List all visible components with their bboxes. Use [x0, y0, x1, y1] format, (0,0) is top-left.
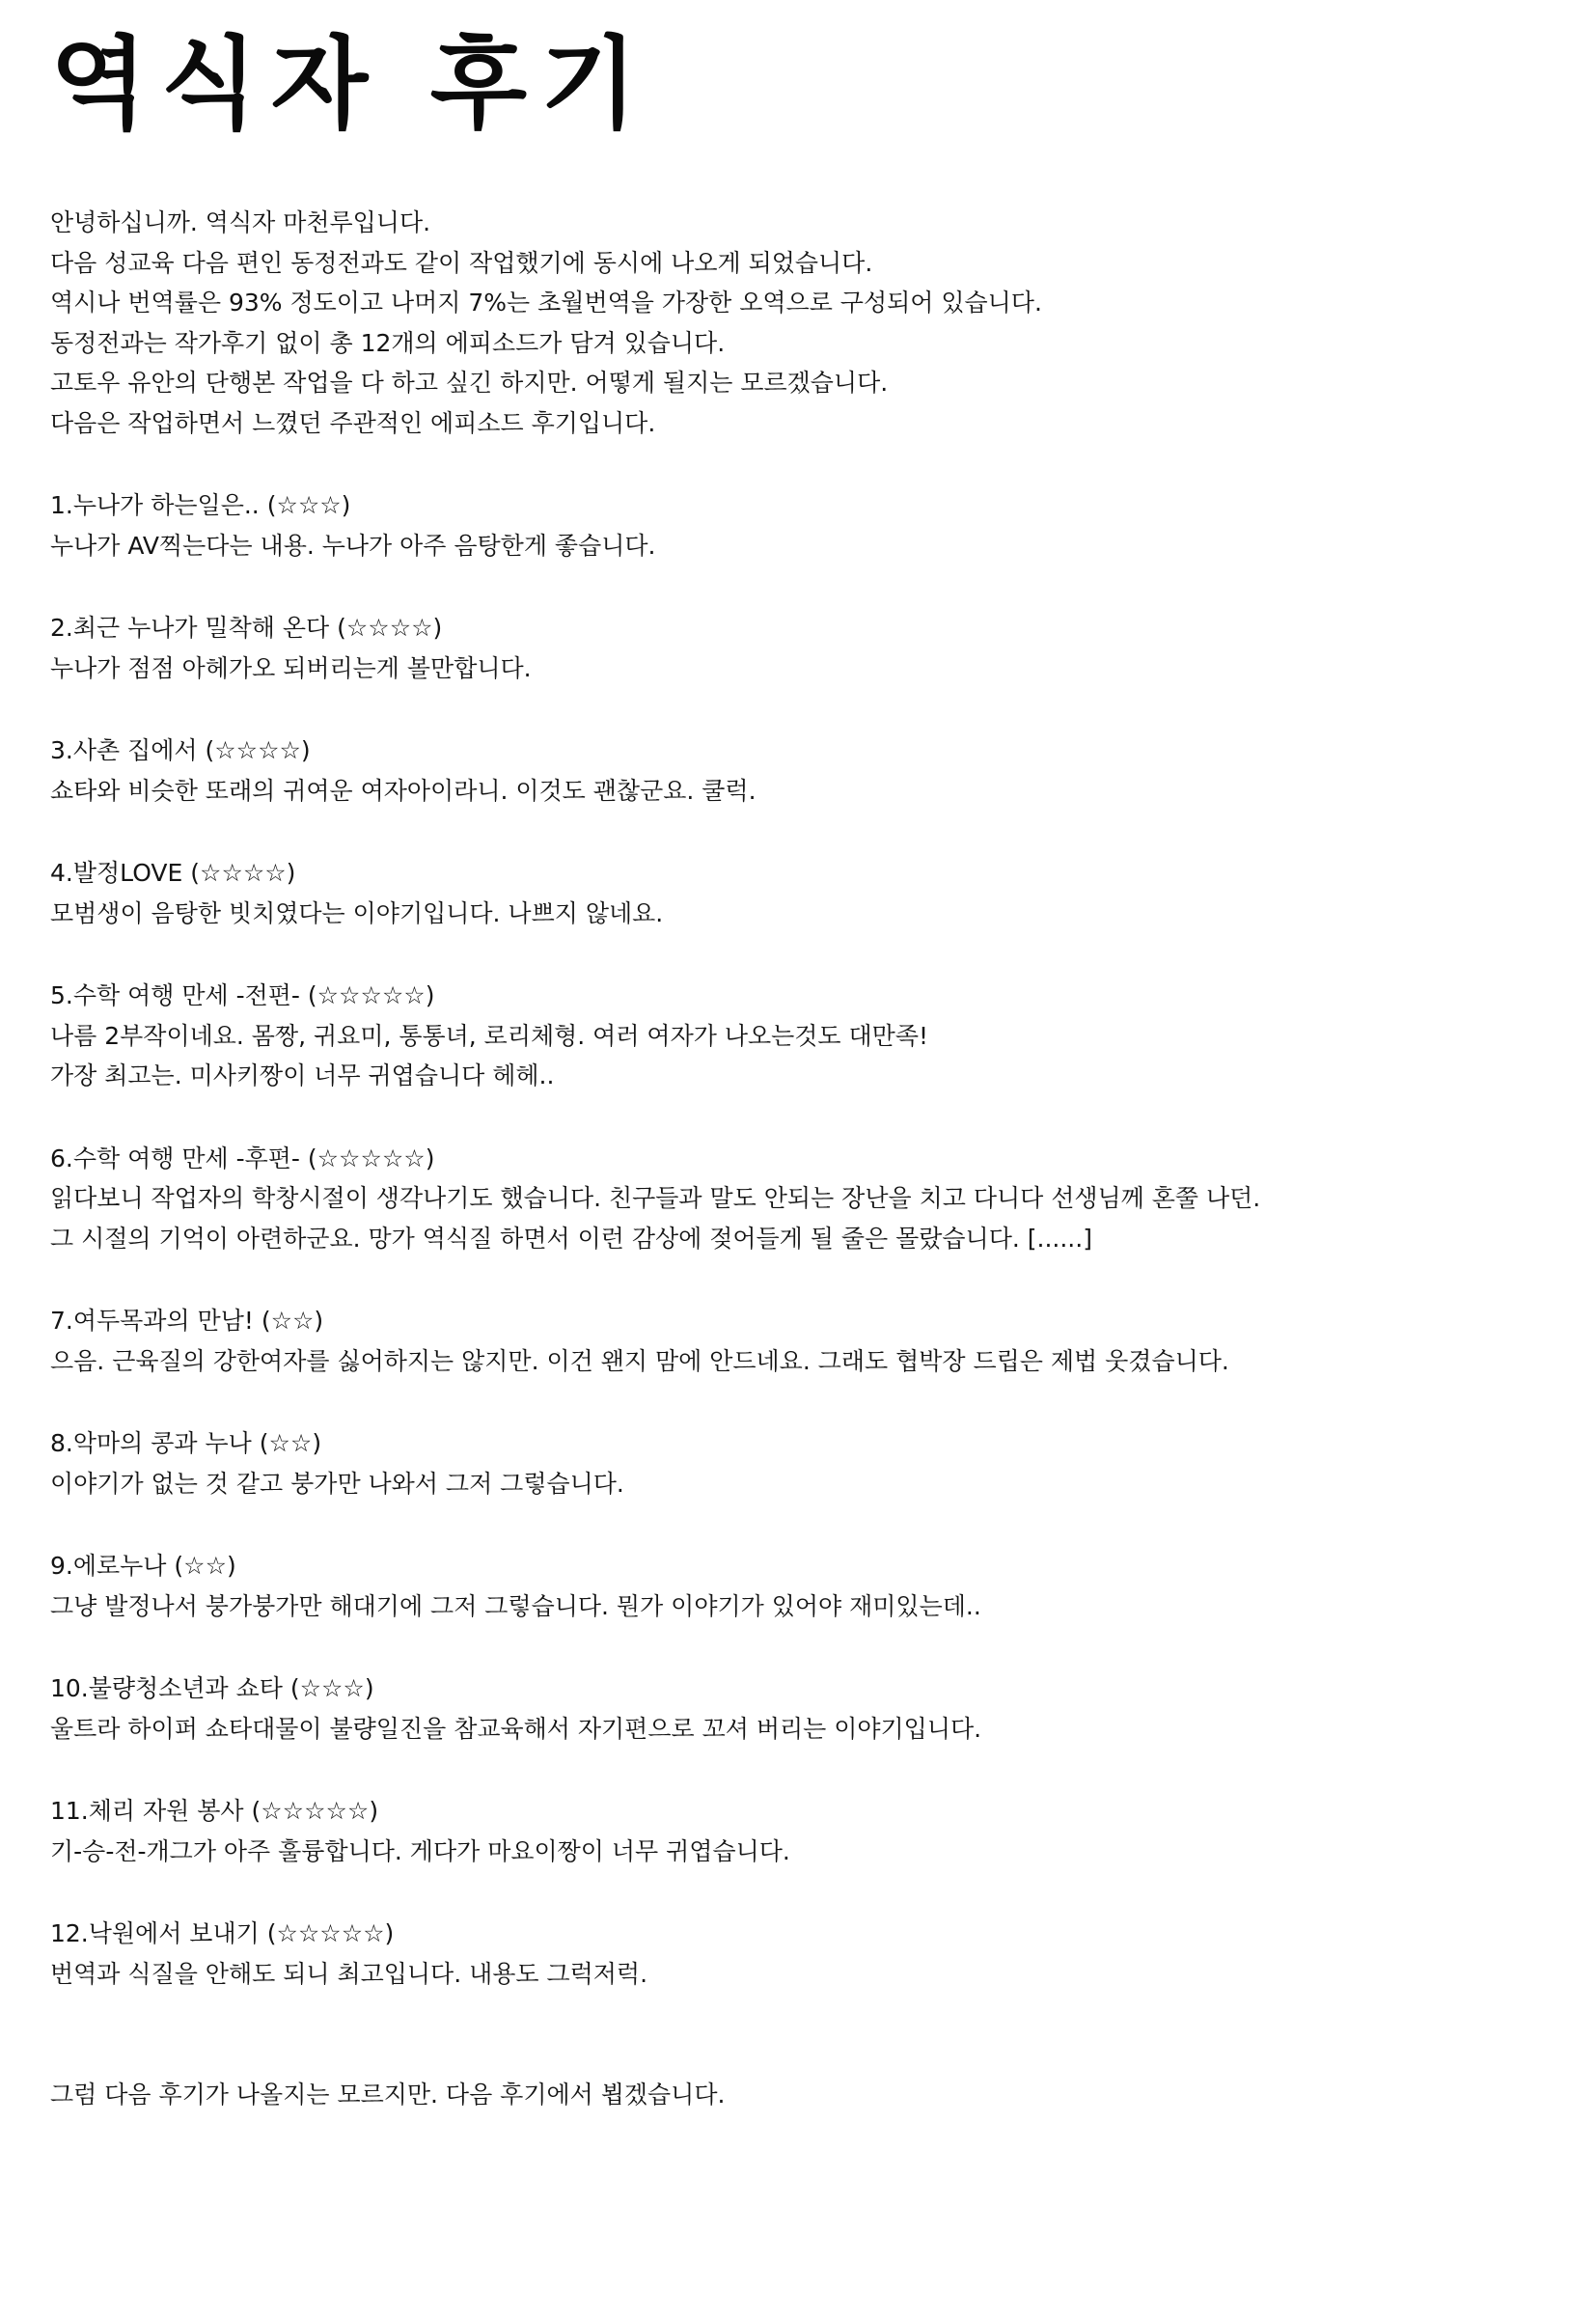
episode-heading: 8.악마의 콩과 누나 (☆☆) — [50, 1429, 322, 1457]
episode-review — [50, 1668, 1555, 1749]
episode-heading: 4.발정LOVE (☆☆☆☆) — [50, 859, 296, 887]
intro-paragraph — [50, 203, 1555, 443]
episode-heading: 7.여두목과의 만남! (☆☆) — [50, 1307, 324, 1335]
episode-review — [50, 608, 1555, 688]
intro-line: 고토우 유안의 단행본 작업을 다 하고 싶긴 하지만. 어떻게 될지는 모르겠습니다. — [50, 369, 889, 397]
episode-heading: 2.최근 누나가 밀착해 온다 (☆☆☆☆) — [50, 614, 443, 642]
intro-line: 다음은 작업하면서 느꼈던 주관적인 에피소드 후기입니다. — [50, 408, 656, 437]
episode-comment: 누나가 점점 아헤가오 되버리는게 볼만합니다. — [50, 653, 532, 682]
episode-heading: 6.수학 여행 만세 -후편- (☆☆☆☆☆) — [50, 1144, 435, 1172]
episode-heading: 9.에로누나 (☆☆) — [50, 1552, 236, 1580]
intro-line: 다음 성교육 다음 편인 동정전과도 같이 작업했기에 동시에 나오게 되었습니다. — [50, 248, 873, 277]
episode-review — [50, 1423, 1555, 1503]
episode-review — [50, 976, 1555, 1096]
episode-comment: 누나가 AV찍는다는 내용. 누나가 아주 음탕한게 좋습니다. — [50, 531, 656, 560]
intro-line: 안녕하십니까. 역식자 마천루입니다. — [50, 208, 431, 236]
episode-comment: 나름 2부작이네요. 몸짱, 귀요미, 통통녀, 로리체형. 여러 여자가 나오는것도 대만족! — [50, 1021, 928, 1050]
intro-line: 역시나 번역률은 93% 정도이고 나머지 7%는 초월번역을 가장한 오역으로 구성되어 있습니다. — [50, 289, 1042, 317]
episode-review — [50, 1914, 1555, 1994]
episode-review — [50, 485, 1555, 565]
episode-comment: 이야기가 없는 것 같고 붕가만 나와서 그저 그렇습니다. — [50, 1469, 624, 1498]
episode-review — [50, 1139, 1555, 1259]
afterword-body — [50, 203, 1555, 2036]
episode-heading: 12.낙원에서 보내기 (☆☆☆☆☆) — [50, 1919, 395, 1947]
page-title: 역식자 후기 — [50, 25, 651, 143]
intro-line: 동정전과는 작가후기 없이 총 12개의 에피소드가 담겨 있습니다. — [50, 328, 726, 357]
episode-comment: 번역과 식질을 안해도 되니 최고입니다. 내용도 그럭저럭. — [50, 1959, 648, 1988]
episode-heading: 11.체리 자원 봉사 (☆☆☆☆☆) — [50, 1797, 379, 1825]
episode-comment: 울트라 하이퍼 쇼타대물이 불량일진을 참교육해서 자기편으로 꼬셔 버리는 이야기입니다. — [50, 1714, 982, 1743]
episode-comment: 쇼타와 비슷한 또래의 귀여운 여자아이라니. 이것도 괜찮군요. 쿨럭. — [50, 776, 757, 805]
episode-comment: 으음. 근육질의 강한여자를 싫어하지는 않지만. 이건 왠지 맘에 안드네요. 그래도 협박장 드립은 제법 웃겼습니다. — [50, 1346, 1229, 1375]
episode-heading: 10.불량청소년과 쇼타 (☆☆☆) — [50, 1674, 374, 1702]
episode-heading: 5.수학 여행 만세 -전편- (☆☆☆☆☆) — [50, 981, 435, 1009]
episode-review — [50, 731, 1555, 811]
episode-review — [50, 1301, 1555, 1381]
episode-comment: 그냥 발정나서 붕가붕가만 해대기에 그저 그렇습니다. 뭔가 이야기가 있어야 재미있는데.. — [50, 1591, 981, 1620]
episode-heading: 1.누나가 하는일은.. (☆☆☆) — [50, 491, 351, 519]
closing-remark: 그럼 다음 후기가 나올지는 모르지만. 다음 후기에서 뵙겠습니다. — [50, 2081, 726, 2109]
episode-comment: 읽다보니 작업자의 학창시절이 생각나기도 했습니다. 친구들과 말도 안되는 장난을 치고 다니다 선생님께 혼쭐 나던. — [50, 1184, 1261, 1212]
episode-comment: 그 시절의 기억이 아련하군요. 망가 역식질 하면서 이런 감상에 젖어들게 될 줄은 몰랐습니다. [......] — [50, 1224, 1092, 1253]
episode-review — [50, 1791, 1555, 1871]
episode-comment: 모범생이 음탕한 빗치였다는 이야기입니다. 나쁘지 않네요. — [50, 898, 664, 927]
episode-heading: 3.사촌 집에서 (☆☆☆☆) — [50, 736, 311, 764]
paragraph-gap — [50, 443, 1555, 485]
episode-review — [50, 1546, 1555, 1626]
episode-review — [50, 853, 1555, 933]
episode-comment: 가장 최고는. 미사키짱이 너무 귀엽습니다 헤헤.. — [50, 1062, 555, 1089]
episode-comment: 기-승-전-개그가 아주 훌륭합니다. 게다가 마요이짱이 너무 귀엽습니다. — [50, 1836, 790, 1865]
